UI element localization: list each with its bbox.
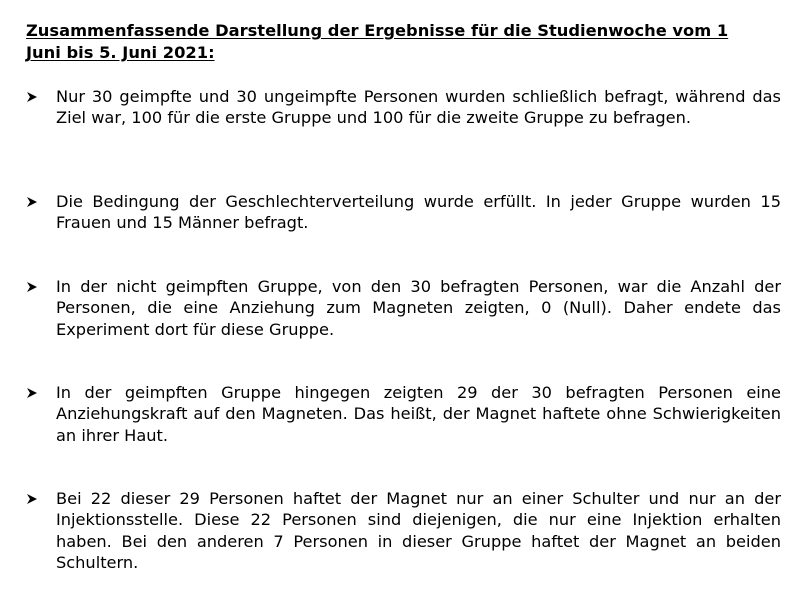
page-title xyxy=(26,20,811,64)
arrowhead-bullet-icon xyxy=(26,191,46,212)
arrowhead-bullet-icon xyxy=(26,276,46,297)
bullet-item-5 xyxy=(26,488,781,573)
bullet-text-4: In der geimpften Gruppe hingegen zeigten 29 der 30 befragten Personen eine Anziehungskraft auf den Magneten. Das heißt, der Magnet haftete ohne Schwierigkeiten an ihrer Haut. xyxy=(56,383,781,445)
arrowhead-bullet-icon xyxy=(26,488,46,509)
arrowhead-bullet-icon xyxy=(26,86,46,107)
title-line-1: Zusammenfassende Darstellung der Ergebnisse für die Studienwoche vom 1 xyxy=(26,21,729,40)
bullet-item-2 xyxy=(26,191,781,234)
title-line-2: Juni bis 5. Juni 2021: xyxy=(26,43,215,62)
bullet-text-1: Nur 30 geimpfte und 30 ungeimpfte Personen wurden schließlich befragt, während das Ziel war, 100 für die erste Gruppe und 100 für die zweite Gruppe zu befragen. xyxy=(56,87,781,128)
arrowhead-bullet-icon xyxy=(26,382,46,403)
bullet-text-2: Die Bedingung der Geschlechterverteilung wurde erfüllt. In jeder Gruppe wurden 15 Frauen und 15 Männer befragt. xyxy=(56,192,781,233)
bullet-text-3: In der nicht geimpften Gruppe, von den 30 befragten Personen, war die Anzahl der Personen, die eine Anziehung zum Magneten zeigten, 0 (Null). Daher endete das Experiment dort für diese Gruppe. xyxy=(56,277,781,339)
bullet-item-1 xyxy=(26,86,781,129)
bullet-item-4 xyxy=(26,382,781,446)
bullet-text-5: Bei 22 dieser 29 Personen haftet der Magnet nur an einer Schulter und nur an der Injektionsstelle. Diese 22 Personen sind diejenigen, die nur eine Injektion erhalten haben. Bei den anderen 7 Personen in dieser Gruppe haftet der Magnet an beiden Schultern. xyxy=(56,489,781,572)
bullet-item-3 xyxy=(26,276,781,340)
